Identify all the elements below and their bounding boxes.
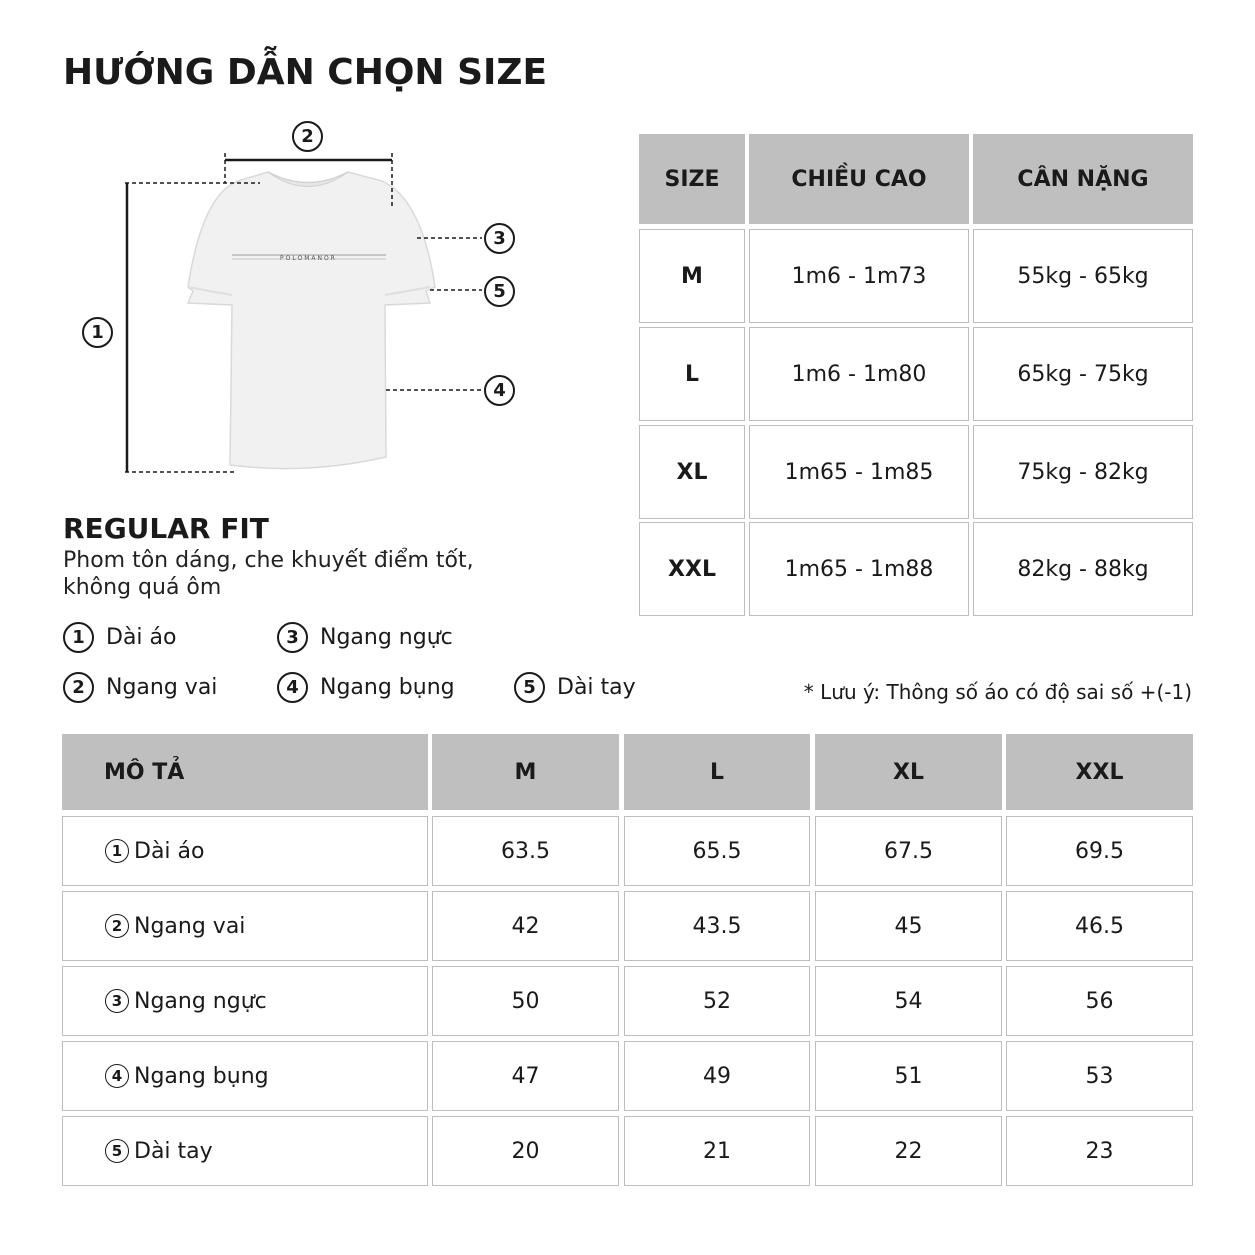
legend-label: Ngang bụng — [320, 675, 455, 700]
measure-value-cell: 23 — [1006, 1116, 1193, 1186]
legend-label: Ngang ngực — [320, 625, 453, 650]
measure-table-header: M — [432, 734, 619, 810]
legend-label: Ngang vai — [106, 675, 218, 700]
legend-number: 4 — [277, 672, 308, 703]
diagram-marker-2: 2 — [292, 121, 323, 152]
measure-value-cell: 54 — [815, 966, 1002, 1036]
measure-value-cell: 21 — [624, 1116, 810, 1186]
legend-label: Dài áo — [106, 625, 177, 650]
size-cell: XXL — [639, 522, 745, 616]
measure-value-cell: 22 — [815, 1116, 1002, 1186]
row-number: 1 — [105, 839, 129, 863]
measure-value-cell: 67.5 — [815, 816, 1002, 886]
measure-value-cell: 45 — [815, 891, 1002, 961]
row-label: Ngang vai — [134, 913, 246, 939]
fit-title: REGULAR FIT — [63, 512, 269, 545]
page-title: HƯỚNG DẪN CHỌN SIZE — [63, 52, 548, 93]
shirt-brand-print: POLOMANOR — [280, 255, 337, 262]
weight-cell: 55kg - 65kg — [973, 229, 1193, 323]
legend-item-2 — [63, 672, 217, 703]
legend-number: 2 — [63, 672, 94, 703]
measure-label-cell — [62, 891, 428, 961]
legend-number: 3 — [277, 622, 308, 653]
measure-table-header: MÔ TẢ — [62, 734, 428, 810]
legend-item-5 — [514, 672, 636, 703]
fit-description-line: không quá ôm — [63, 575, 222, 600]
diagram-marker-4: 4 — [484, 375, 515, 406]
legend-item-3 — [277, 622, 453, 653]
measure-value-cell: 69.5 — [1006, 816, 1193, 886]
height-cell: 1m6 - 1m73 — [749, 229, 969, 323]
weight-cell: 75kg - 82kg — [973, 425, 1193, 519]
row-number: 5 — [105, 1139, 129, 1163]
legend-number: 5 — [514, 672, 545, 703]
measure-value-cell: 53 — [1006, 1041, 1193, 1111]
measure-value-cell: 43.5 — [624, 891, 810, 961]
measure-value-cell: 65.5 — [624, 816, 810, 886]
tshirt-illustration — [70, 115, 540, 485]
row-number: 3 — [105, 989, 129, 1013]
measure-table-header: XL — [815, 734, 1002, 810]
fit-description-line: Phom tôn dáng, che khuyết điểm tốt, — [63, 548, 474, 573]
row-number: 4 — [105, 1064, 129, 1088]
size-cell: XL — [639, 425, 745, 519]
height-cell: 1m65 - 1m85 — [749, 425, 969, 519]
measure-value-cell: 63.5 — [432, 816, 619, 886]
size-table-header: SIZE — [639, 134, 745, 224]
measure-value-cell: 46.5 — [1006, 891, 1193, 961]
height-cell: 1m6 - 1m80 — [749, 327, 969, 421]
shirt-diagram — [70, 115, 540, 485]
size-table-header: CHIỀU CAO — [749, 134, 969, 224]
measure-label-cell — [62, 966, 428, 1036]
measure-label-cell — [62, 1041, 428, 1111]
row-label: Ngang ngực — [134, 988, 267, 1014]
measure-value-cell: 47 — [432, 1041, 619, 1111]
legend-item-1 — [63, 622, 176, 653]
diagram-marker-1: 1 — [82, 317, 113, 348]
legend-number: 1 — [63, 622, 94, 653]
measure-label-cell — [62, 816, 428, 886]
weight-cell: 65kg - 75kg — [973, 327, 1193, 421]
measure-value-cell: 49 — [624, 1041, 810, 1111]
size-cell: L — [639, 327, 745, 421]
measure-value-cell: 52 — [624, 966, 810, 1036]
size-cell: M — [639, 229, 745, 323]
diagram-marker-3: 3 — [484, 223, 515, 254]
diagram-marker-5: 5 — [484, 276, 515, 307]
row-label: Dài tay — [134, 1138, 213, 1164]
measure-table-header: XXL — [1006, 734, 1193, 810]
tolerance-note: * Lưu ý: Thông số áo có độ sai số +(-1) — [803, 680, 1192, 704]
measure-value-cell: 20 — [432, 1116, 619, 1186]
legend-label: Dài tay — [557, 675, 636, 700]
measure-value-cell: 50 — [432, 966, 619, 1036]
row-label: Ngang bụng — [134, 1063, 269, 1089]
row-number: 2 — [105, 914, 129, 938]
fit-description — [63, 547, 583, 601]
legend-item-4 — [277, 672, 455, 703]
measure-table-header: L — [624, 734, 810, 810]
weight-cell: 82kg - 88kg — [973, 522, 1193, 616]
height-cell: 1m65 - 1m88 — [749, 522, 969, 616]
measure-value-cell: 42 — [432, 891, 619, 961]
measure-value-cell: 51 — [815, 1041, 1002, 1111]
measure-value-cell: 56 — [1006, 966, 1193, 1036]
row-label: Dài áo — [134, 838, 205, 864]
size-table-header: CÂN NẶNG — [973, 134, 1193, 224]
measure-label-cell — [62, 1116, 428, 1186]
